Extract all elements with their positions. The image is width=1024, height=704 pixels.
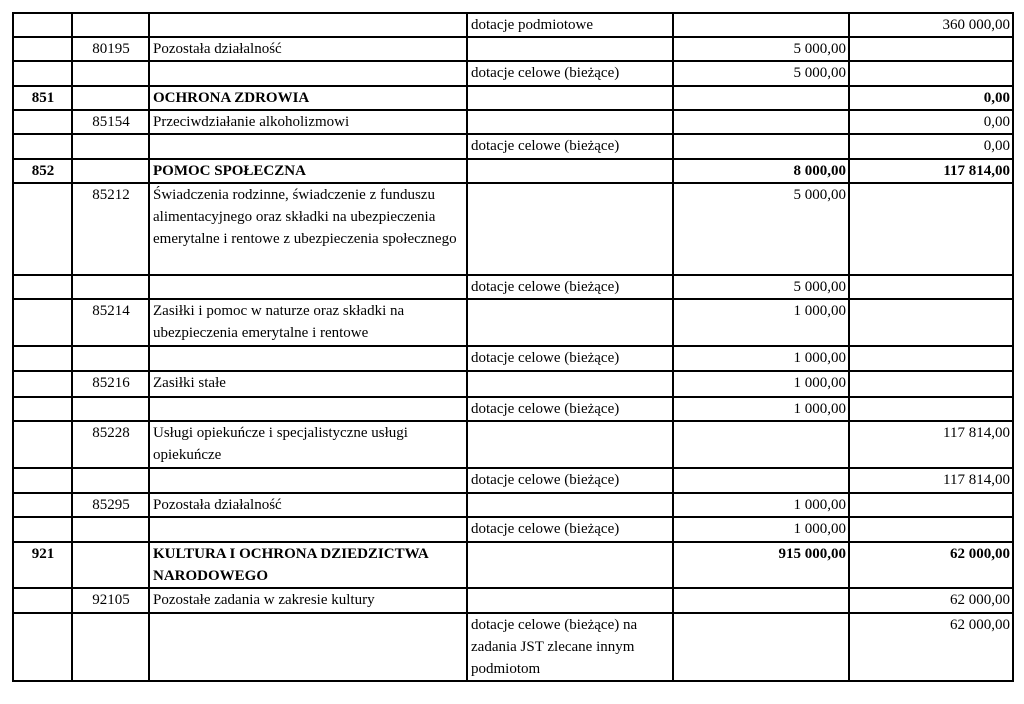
nazwa-cell bbox=[149, 397, 467, 421]
rodzaj-cell bbox=[467, 159, 673, 183]
table-row bbox=[13, 86, 1013, 110]
kwota-1-cell: 1 000,00 bbox=[673, 397, 849, 421]
rozdzial-cell bbox=[72, 61, 149, 86]
kwota-1-cell bbox=[673, 421, 849, 468]
table-row bbox=[13, 61, 1013, 86]
dzial-cell bbox=[13, 371, 72, 397]
kwota-1-cell: 1 000,00 bbox=[673, 493, 849, 517]
table-row bbox=[13, 159, 1013, 183]
dzial-cell bbox=[13, 110, 72, 134]
kwota-1-cell bbox=[673, 86, 849, 110]
kwota-2-cell bbox=[849, 517, 1013, 542]
dzial-cell bbox=[13, 134, 72, 159]
kwota-1-cell bbox=[673, 134, 849, 159]
kwota-2-cell bbox=[849, 37, 1013, 61]
kwota-2-cell bbox=[849, 183, 1013, 275]
nazwa-cell bbox=[149, 61, 467, 86]
table-row bbox=[13, 371, 1013, 397]
rozdzial-cell bbox=[72, 13, 149, 37]
rozdzial-cell: 85212 bbox=[72, 183, 149, 275]
dzial-cell bbox=[13, 517, 72, 542]
kwota-2-cell: 117 814,00 bbox=[849, 421, 1013, 468]
dzial-cell bbox=[13, 183, 72, 275]
rodzaj-cell bbox=[467, 86, 673, 110]
rodzaj-cell bbox=[467, 588, 673, 613]
table-row bbox=[13, 613, 1013, 681]
kwota-2-cell: 62 000,00 bbox=[849, 588, 1013, 613]
nazwa-cell bbox=[149, 275, 467, 299]
kwota-1-cell bbox=[673, 110, 849, 134]
rozdzial-cell: 85228 bbox=[72, 421, 149, 468]
rodzaj-cell: dotacje podmiotowe bbox=[467, 13, 673, 37]
dzial-cell bbox=[13, 421, 72, 468]
rozdzial-cell bbox=[72, 275, 149, 299]
rodzaj-cell: dotacje celowe (bieżące) bbox=[467, 346, 673, 371]
rozdzial-cell bbox=[72, 542, 149, 588]
dzial-cell bbox=[13, 61, 72, 86]
nazwa-cell: Przeciwdziałanie alkoholizmowi bbox=[149, 110, 467, 134]
rodzaj-cell: dotacje celowe (bieżące) bbox=[467, 517, 673, 542]
kwota-2-cell: 62 000,00 bbox=[849, 613, 1013, 681]
kwota-1-cell: 1 000,00 bbox=[673, 371, 849, 397]
kwota-1-cell: 8 000,00 bbox=[673, 159, 849, 183]
table-row bbox=[13, 37, 1013, 61]
dzial-cell bbox=[13, 13, 72, 37]
kwota-2-cell: 117 814,00 bbox=[849, 468, 1013, 493]
nazwa-cell: Zasiłki stałe bbox=[149, 371, 467, 397]
rodzaj-cell: dotacje celowe (bieżące) bbox=[467, 397, 673, 421]
table-row bbox=[13, 588, 1013, 613]
table-row bbox=[13, 110, 1013, 134]
rodzaj-cell: dotacje celowe (bieżące) bbox=[467, 134, 673, 159]
nazwa-cell: OCHRONA ZDROWIA bbox=[149, 86, 467, 110]
rozdzial-cell: 85214 bbox=[72, 299, 149, 346]
kwota-2-cell bbox=[849, 61, 1013, 86]
rodzaj-cell bbox=[467, 37, 673, 61]
nazwa-cell: Pozostała działalność bbox=[149, 37, 467, 61]
kwota-1-cell: 1 000,00 bbox=[673, 346, 849, 371]
dzial-cell bbox=[13, 397, 72, 421]
table-row bbox=[13, 468, 1013, 493]
kwota-1-cell bbox=[673, 468, 849, 493]
kwota-1-cell: 1 000,00 bbox=[673, 299, 849, 346]
nazwa-cell bbox=[149, 613, 467, 681]
dzial-cell bbox=[13, 613, 72, 681]
kwota-1-cell bbox=[673, 613, 849, 681]
dzial-cell: 852 bbox=[13, 159, 72, 183]
table-row bbox=[13, 517, 1013, 542]
rodzaj-cell: dotacje celowe (bieżące) bbox=[467, 275, 673, 299]
kwota-2-cell bbox=[849, 397, 1013, 421]
rodzaj-cell: dotacje celowe (bieżące) bbox=[467, 61, 673, 86]
kwota-1-cell bbox=[673, 13, 849, 37]
table-body bbox=[13, 13, 1013, 681]
rozdzial-cell bbox=[72, 517, 149, 542]
kwota-1-cell: 5 000,00 bbox=[673, 61, 849, 86]
table-row bbox=[13, 397, 1013, 421]
table-row bbox=[13, 493, 1013, 517]
nazwa-cell bbox=[149, 468, 467, 493]
budget-table bbox=[12, 12, 1014, 682]
nazwa-cell bbox=[149, 13, 467, 37]
nazwa-cell: Zasiłki i pomoc w naturze oraz składki na ubezpieczenia emerytalne i rentowe bbox=[149, 299, 467, 346]
rodzaj-cell bbox=[467, 542, 673, 588]
kwota-2-cell bbox=[849, 275, 1013, 299]
table-row bbox=[13, 346, 1013, 371]
nazwa-cell: Pozostała działalność bbox=[149, 493, 467, 517]
table-row bbox=[13, 275, 1013, 299]
rodzaj-cell: dotacje celowe (bieżące) bbox=[467, 468, 673, 493]
kwota-1-cell: 1 000,00 bbox=[673, 517, 849, 542]
table-row bbox=[13, 183, 1013, 275]
dzial-cell: 851 bbox=[13, 86, 72, 110]
rodzaj-cell bbox=[467, 371, 673, 397]
rozdzial-cell bbox=[72, 159, 149, 183]
table-row bbox=[13, 421, 1013, 468]
nazwa-cell: POMOC SPOŁECZNA bbox=[149, 159, 467, 183]
table-row bbox=[13, 13, 1013, 37]
dzial-cell bbox=[13, 493, 72, 517]
rozdzial-cell: 92105 bbox=[72, 588, 149, 613]
dzial-cell bbox=[13, 346, 72, 371]
nazwa-cell bbox=[149, 346, 467, 371]
table-row bbox=[13, 299, 1013, 346]
table-row bbox=[13, 542, 1013, 588]
nazwa-cell: Świadczenia rodzinne, świadczenie z funduszu alimentacyjnego oraz składki na ubezpieczenia emerytalne i rentowe z ubezpieczenia społecznego bbox=[149, 183, 467, 275]
rodzaj-cell: dotacje celowe (bieżące) na zadania JST zlecane innym podmiotom bbox=[467, 613, 673, 681]
rozdzial-cell bbox=[72, 468, 149, 493]
dzial-cell bbox=[13, 37, 72, 61]
kwota-1-cell: 5 000,00 bbox=[673, 183, 849, 275]
kwota-2-cell bbox=[849, 371, 1013, 397]
rozdzial-cell bbox=[72, 346, 149, 371]
rozdzial-cell bbox=[72, 397, 149, 421]
rozdzial-cell: 85216 bbox=[72, 371, 149, 397]
kwota-2-cell: 62 000,00 bbox=[849, 542, 1013, 588]
nazwa-cell: Pozostałe zadania w zakresie kultury bbox=[149, 588, 467, 613]
rozdzial-cell bbox=[72, 86, 149, 110]
nazwa-cell: Usługi opiekuńcze i specjalistyczne usługi opiekuńcze bbox=[149, 421, 467, 468]
dzial-cell bbox=[13, 468, 72, 493]
nazwa-cell: KULTURA I OCHRONA DZIEDZICTWA NARODOWEGO bbox=[149, 542, 467, 588]
kwota-1-cell: 5 000,00 bbox=[673, 37, 849, 61]
kwota-2-cell bbox=[849, 346, 1013, 371]
kwota-2-cell bbox=[849, 299, 1013, 346]
rodzaj-cell bbox=[467, 110, 673, 134]
table-row bbox=[13, 134, 1013, 159]
dzial-cell bbox=[13, 588, 72, 613]
kwota-2-cell: 360 000,00 bbox=[849, 13, 1013, 37]
dzial-cell bbox=[13, 275, 72, 299]
rozdzial-cell: 85295 bbox=[72, 493, 149, 517]
rozdzial-cell: 80195 bbox=[72, 37, 149, 61]
rozdzial-cell: 85154 bbox=[72, 110, 149, 134]
rodzaj-cell bbox=[467, 299, 673, 346]
nazwa-cell bbox=[149, 134, 467, 159]
dzial-cell bbox=[13, 299, 72, 346]
kwota-2-cell: 0,00 bbox=[849, 134, 1013, 159]
dzial-cell: 921 bbox=[13, 542, 72, 588]
rodzaj-cell bbox=[467, 493, 673, 517]
kwota-1-cell: 915 000,00 bbox=[673, 542, 849, 588]
rodzaj-cell bbox=[467, 183, 673, 275]
kwota-2-cell bbox=[849, 493, 1013, 517]
rozdzial-cell bbox=[72, 134, 149, 159]
rozdzial-cell bbox=[72, 613, 149, 681]
kwota-2-cell: 117 814,00 bbox=[849, 159, 1013, 183]
rodzaj-cell bbox=[467, 421, 673, 468]
kwota-1-cell bbox=[673, 588, 849, 613]
kwota-2-cell: 0,00 bbox=[849, 86, 1013, 110]
kwota-2-cell: 0,00 bbox=[849, 110, 1013, 134]
kwota-1-cell: 5 000,00 bbox=[673, 275, 849, 299]
nazwa-cell bbox=[149, 517, 467, 542]
